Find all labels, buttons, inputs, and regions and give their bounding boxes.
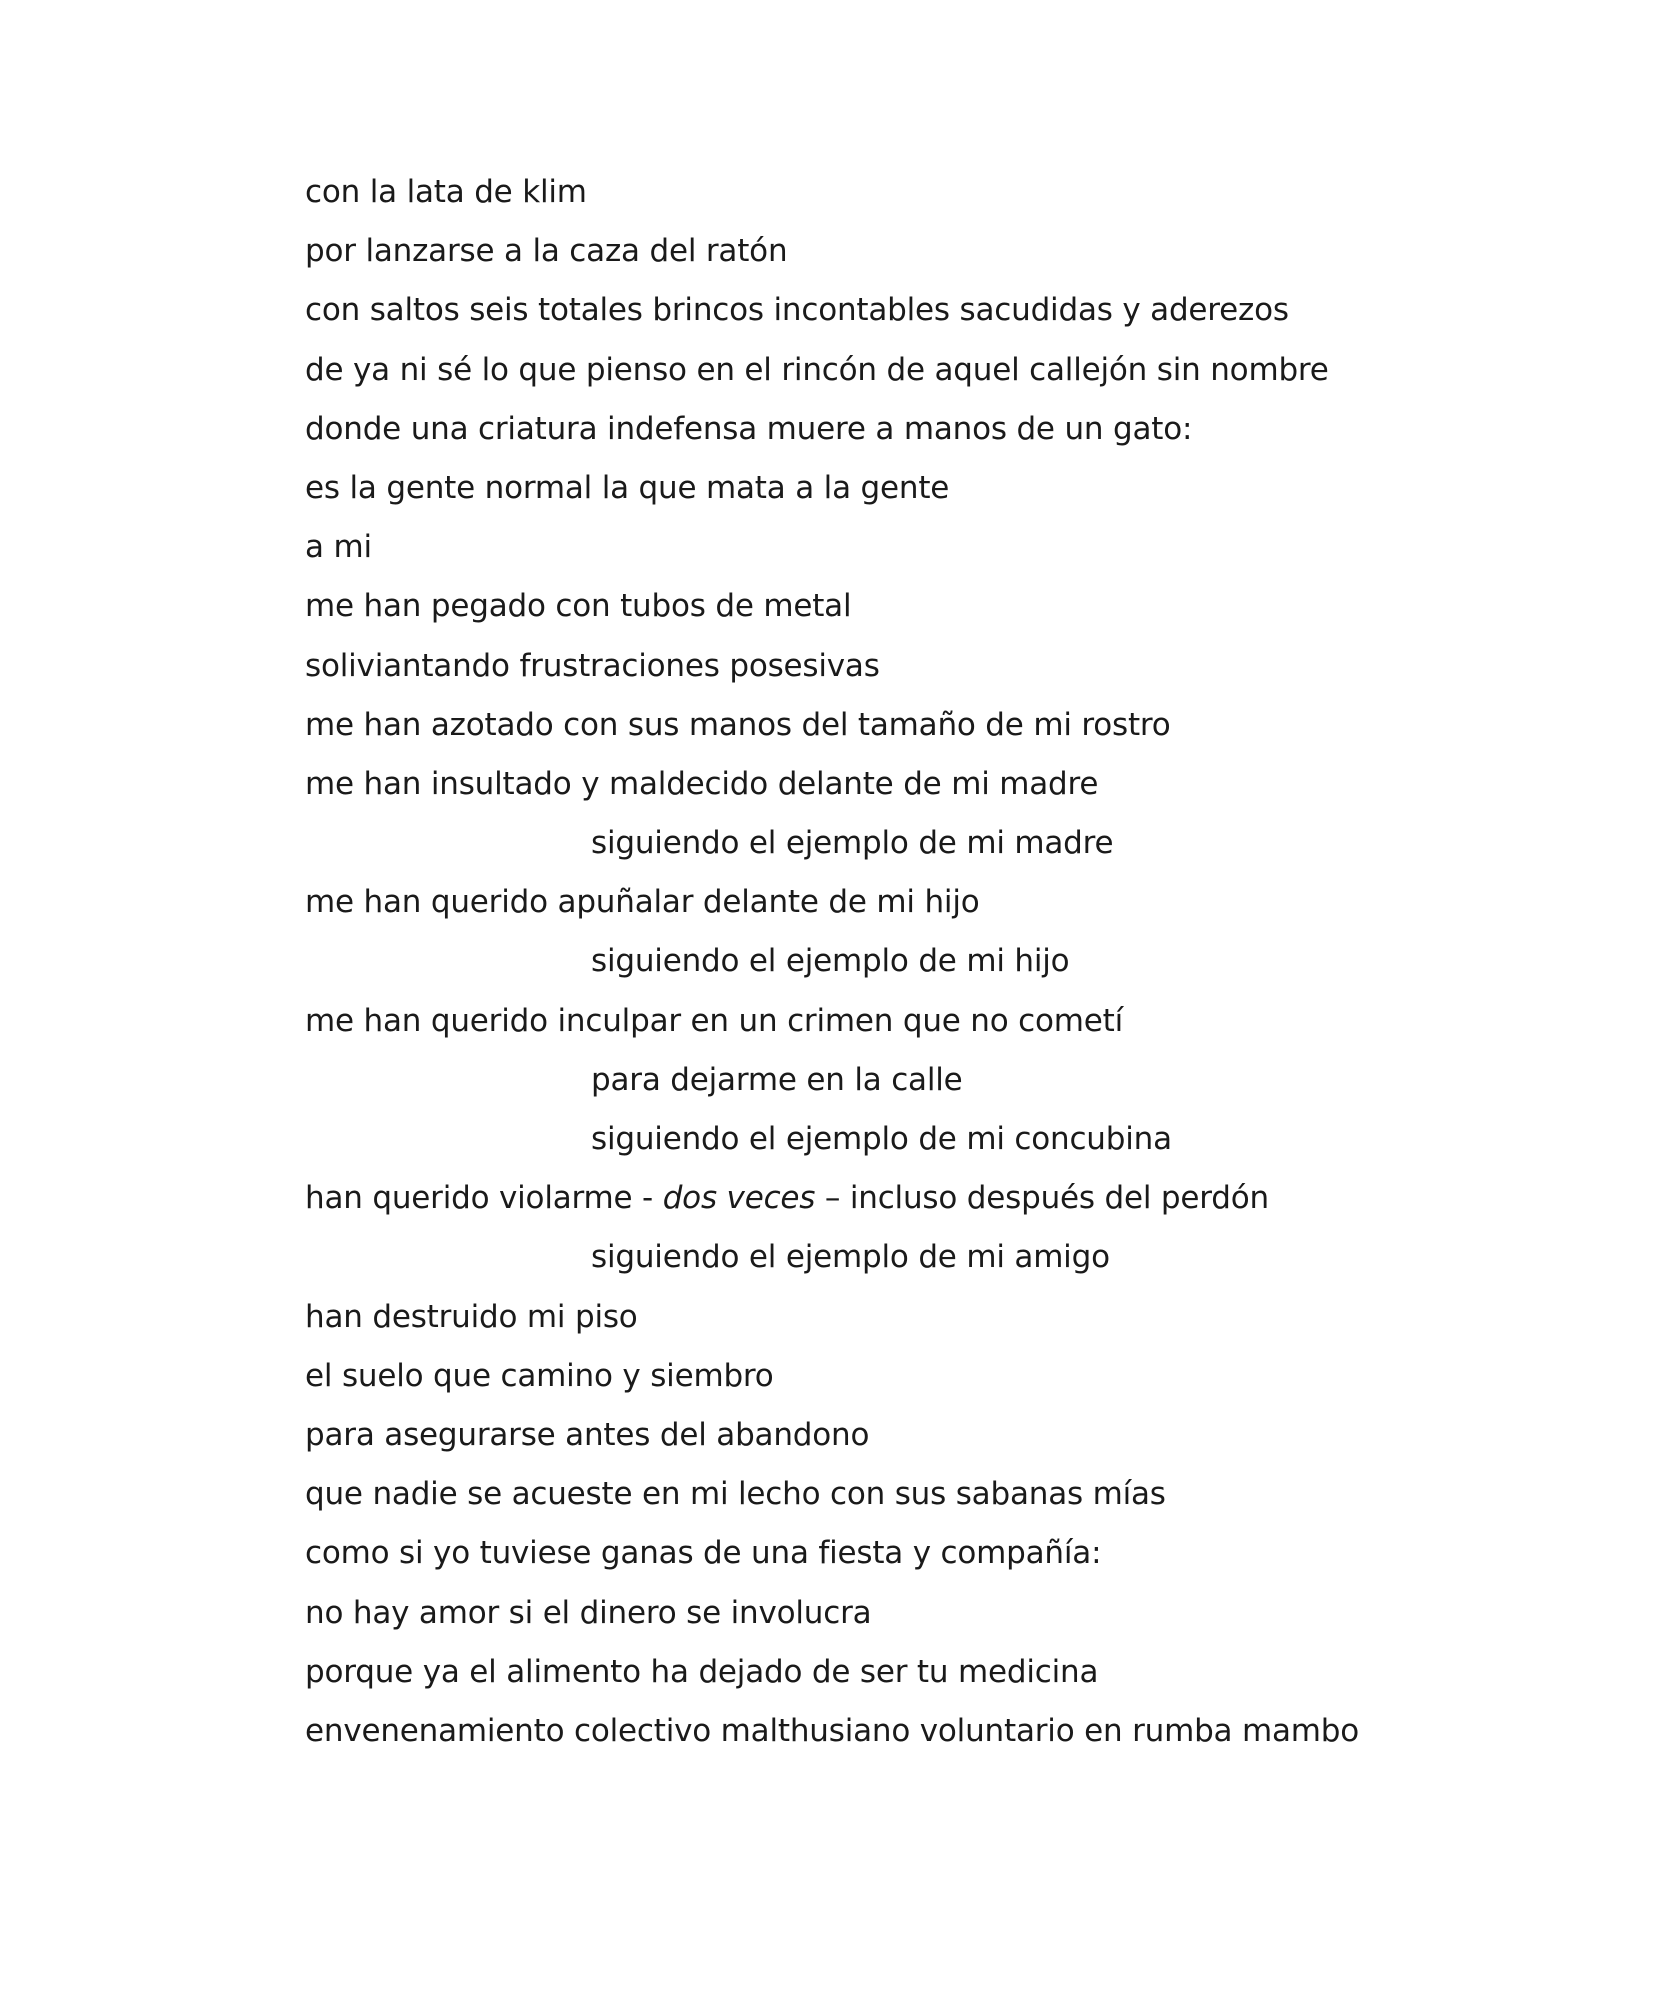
poem-line: con la lata de klim [305,174,587,210]
poem-line: a mi [305,529,372,566]
poem-line: me han insultado y maldecido delante de mi madre [305,765,1099,802]
poem-line: para asegurarse antes del abandono [305,1416,870,1453]
poem-line: como si yo tuviese ganas de una fiesta y compañía: [305,1535,1102,1572]
poem-line: por lanzarse a la caza del ratón [305,233,788,270]
poem-line-segment: han querido violarme - [305,1180,663,1217]
poem-line: soliviantando frustraciones posesivas [305,647,880,684]
poem-line: donde una criatura indefensa muere a manos de un gato: [305,410,1193,447]
poem-line: han destruido mi piso [305,1298,638,1335]
poem-line: con saltos seis totales brincos incontables sacudidas y aderezos [305,292,1289,329]
poem-line-indented: siguiendo el ejemplo de mi madre [591,825,1114,862]
poem-line: envenenamiento colectivo malthusiano voluntario en rumba mambo [305,1712,1360,1749]
poem-line: de ya ni sé lo que pienso en el rincón de aquel callejón sin nombre [305,351,1329,388]
poem-line-segment: – incluso después del perdón [815,1180,1269,1217]
poem-line: que nadie se acueste en mi lecho con sus sabanas mías [305,1476,1166,1513]
poem-line-indented: siguiendo el ejemplo de mi concubina [591,1121,1172,1157]
poem-line-indented: siguiendo el ejemplo de mi amigo [591,1239,1110,1276]
poem-line: me han querido apuñalar delante de mi hijo [305,884,980,921]
poem-line: me han querido inculpar en un crimen que no cometí [305,1002,1124,1039]
poem-text [305,167,1555,1765]
poem-line: me han azotado con sus manos del tamaño de mi rostro [305,706,1171,743]
poem-line: me han pegado con tubos de metal [305,588,852,625]
poem-line-indented: siguiendo el ejemplo de mi hijo [591,943,1070,980]
poem-line-indented: para dejarme en la calle [591,1061,963,1098]
poem-line: porque ya el alimento ha dejado de ser tu medicina [305,1653,1099,1690]
poem-line-italic-segment: dos veces [662,1180,816,1217]
poem-line: es la gente normal la que mata a la gente [305,469,950,506]
poem-line: no hay amor si el dinero se involucra [305,1594,872,1631]
poem-line: el suelo que camino y siembro [305,1357,774,1394]
poem-line-mixed [305,1173,1555,1232]
